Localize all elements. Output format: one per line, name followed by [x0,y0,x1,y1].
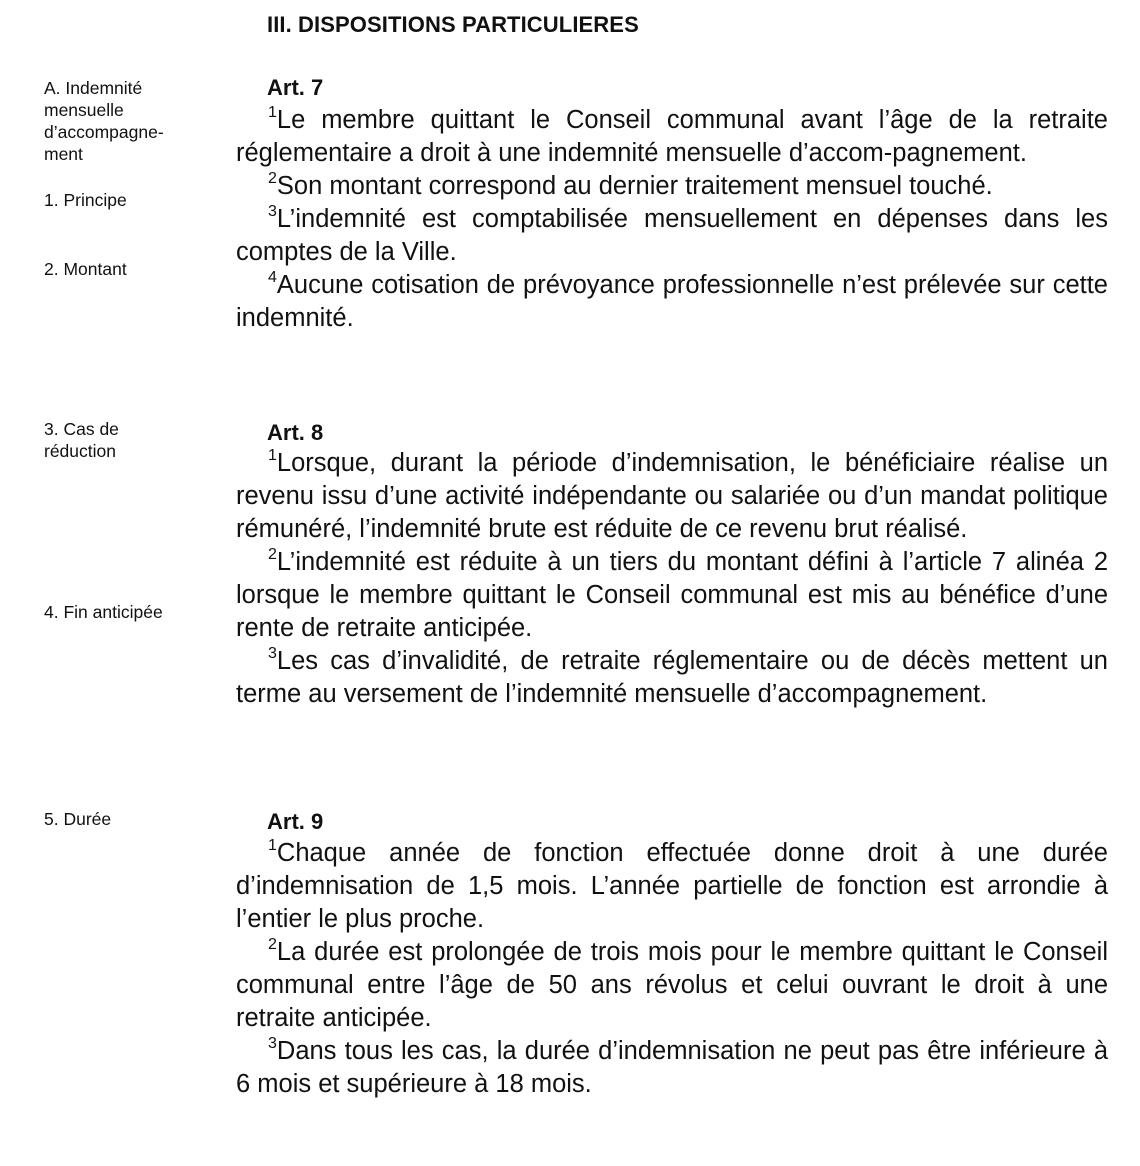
article-7-paragraph-1 [236,104,1108,170]
paragraph-text: Le membre quittant le Conseil communal avant l’âge de la retraite réglementaire a droit à une indemnité mensuelle d’accom-pagnement. [236,106,1108,167]
article-9-heading: Art. 9 [267,809,324,834]
paragraph-number: 1 [268,836,277,854]
paragraph-text: Les cas d’invalidité, de retraite réglementaire ou de décès mettent un terme au versement de l’indemnité mensuelle d’accompagnement. [236,647,1108,708]
paragraph-number: 2 [268,935,277,953]
article-7-body [236,104,1108,335]
margin-note-duree: 5. Durée [44,809,112,829]
margin-note-indemnite: A. Indemnité mensuelle d’accompagne-ment [44,78,164,164]
margin-note-montant: 2. Montant [44,259,127,279]
paragraph-text: L’indemnité est comptabilisée mensuellement en dépenses dans les comptes de la Ville. [236,205,1108,266]
paragraph-number: 2 [268,169,277,187]
article-8-paragraph-1 [236,447,1108,546]
article-9-paragraph-3 [236,1035,1108,1101]
article-7-paragraph-4 [236,269,1108,335]
article-7-paragraph-2 [236,170,1108,203]
paragraph-text: L’indemnité est réduite à un tiers du montant défini à l’article 7 alinéa 2 lorsque le membre quittant le Conseil communal est mis au bénéfice d’une rente de retraite anticipée. [236,548,1108,642]
paragraph-text: Lorsque, durant la période d’indemnisation, le bénéficiaire réalise un revenu issu d’une activité indépendante ou salariée ou d’un mandat politique rémunéré, l’indemnité brute est réduite de ce revenu brut réalisé. [236,449,1108,543]
paragraph-number: 1 [268,446,277,464]
article-8-body [236,447,1108,711]
article-9-body [236,837,1108,1101]
article-9-paragraph-2 [236,936,1108,1035]
margin-note-principe: 1. Principe [44,190,127,210]
article-7-heading: Art. 7 [267,75,324,100]
margin-note-reduction: 3. Cas de réduction [44,419,119,461]
article-8-paragraph-2 [236,546,1108,645]
paragraph-text: Dans tous les cas, la durée d’indemnisation ne peut pas être inférieure à 6 mois et supérieure à 18 mois. [236,1037,1108,1098]
paragraph-number: 3 [268,1034,277,1052]
section-title: III. DISPOSITIONS PARTICULIERES [267,12,639,37]
article-9-paragraph-1 [236,837,1108,936]
paragraph-number: 4 [268,268,277,286]
paragraph-number: 2 [268,545,277,563]
paragraph-text: Son montant correspond au dernier traitement mensuel touché. [276,172,993,200]
margin-note-fin-anticipee: 4. Fin anticipée [44,602,163,622]
paragraph-text: La durée est prolongée de trois mois pour le membre quittant le Conseil communal entre l’âge de 50 ans révolus et celui ouvrant le droit à une retraite anticipée. [236,938,1108,1032]
paragraph-number: 1 [268,103,277,121]
paragraph-text: Aucune cotisation de prévoyance professionnelle n’est prélevée sur cette indemnité. [236,271,1108,332]
paragraph-number: 3 [268,644,277,662]
article-8-paragraph-3 [236,645,1108,711]
paragraph-text: Chaque année de fonction effectuée donne droit à une durée d’indemnisation de 1,5 mois. L’année partielle de fonction est arrondie à l’entier le plus proche. [236,839,1108,933]
article-8-heading: Art. 8 [267,420,324,445]
paragraph-number: 3 [268,202,277,220]
article-7-paragraph-3 [236,203,1108,269]
